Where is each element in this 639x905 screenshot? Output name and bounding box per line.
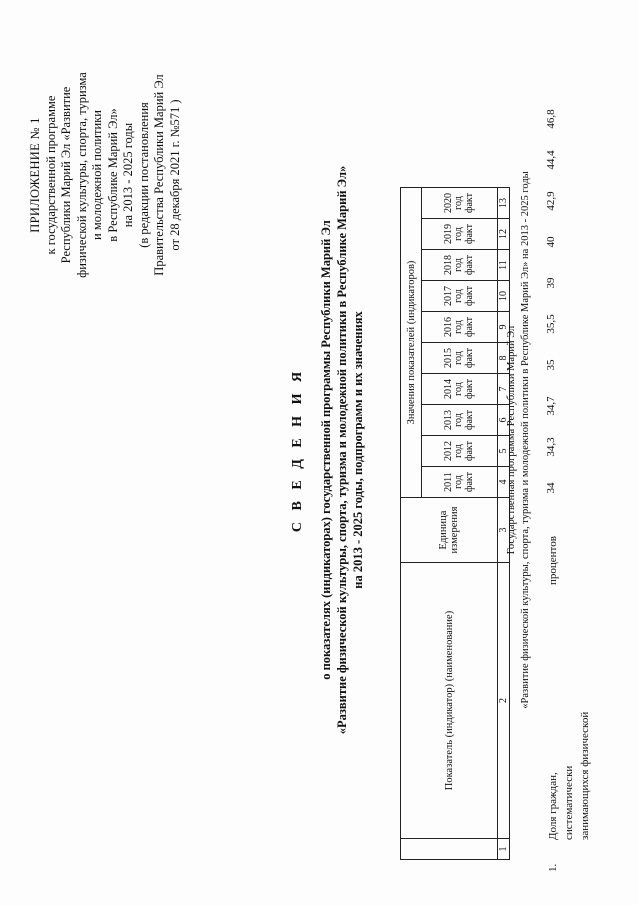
header-year: 2011 год факт (422, 467, 498, 498)
header-year: 2019 год факт (422, 219, 498, 250)
column-number: 13 (498, 188, 510, 219)
document-heading (290, 20, 366, 880)
row-name-line: систематически (563, 765, 575, 840)
row-value: 44,4 (545, 150, 557, 170)
column-number: 5 (498, 436, 510, 467)
row-value: 42,9 (545, 191, 557, 211)
appendix-line: на 2013 - 2025 годы (121, 122, 135, 228)
rotated-landscape-content (20, 20, 620, 880)
header-indicator: Показатель (индикатор) (наименование) (401, 563, 498, 839)
row-indicator-name (545, 610, 593, 840)
column-number: 2 (498, 563, 510, 839)
row-value: 34 (545, 482, 557, 494)
row-unit: процентов (547, 536, 559, 585)
column-number: 8 (498, 343, 510, 374)
column-number: 3 (498, 498, 510, 563)
heading-title: С В Е Д Е Н И Я (290, 367, 305, 533)
appendix-line: в Республике Марий Эл» (105, 108, 120, 242)
row-value: 40 (545, 236, 557, 248)
appendix-line: физической культуры, спорта, туризма (74, 72, 89, 278)
header-year: 2020 год факт (422, 188, 498, 219)
column-number: 4 (498, 467, 510, 498)
column-number: 1 (498, 839, 510, 860)
row-name-line: Доля граждан, (547, 772, 559, 840)
column-number: 7 (498, 374, 510, 405)
appendix-line: к государственной программе (43, 95, 58, 255)
header-year: 2017 год факт (422, 281, 498, 312)
row-value: 35 (545, 359, 557, 371)
column-number: 10 (498, 281, 510, 312)
row-value: 34,7 (545, 396, 557, 416)
appendix-line: ПРИЛОЖЕНИЕ № 1 (28, 117, 42, 233)
header-empty-cell (401, 839, 498, 860)
row-value: 34,3 (545, 437, 557, 457)
appendix-line: (в редакции постановления (136, 102, 151, 248)
header-values-group: Значения показателей (индикаторов) (401, 188, 422, 498)
header-year: 2013 год факт (422, 405, 498, 436)
row-name-line: занимающихся физической (579, 711, 591, 840)
heading-line: «Развитие физической культуры, спорта, туризма и молодежной политики в Республике Марий Эл» (335, 165, 349, 735)
header-year: 2015 год факт (422, 343, 498, 374)
indicators-table (400, 187, 510, 860)
section-program-title: «Развитие физической культуры, спорта, туризма и молодежной политики в Республике Марий Эл» на 2013 - 2025 годы (520, 171, 531, 709)
heading-line: о показателях (индикаторах) государственной программы Республики Марий Эл (319, 220, 333, 680)
row-value: 35,5 (545, 314, 557, 334)
header-year: 2016 год факт (422, 312, 498, 343)
row-value: 39 (545, 277, 557, 289)
row-number: 1. (547, 863, 559, 872)
header-year: 2018 год факт (422, 250, 498, 281)
column-number: 12 (498, 219, 510, 250)
appendix-line: Правительства Республики Марий Эл (152, 74, 166, 276)
appendix-block (28, 30, 183, 320)
appendix-line: от 28 декабря 2021 г. №571 ) (167, 99, 182, 251)
header-unit: Единица измерения (401, 498, 498, 563)
row-value: 46,8 (545, 109, 557, 129)
header-year: 2012 год факт (422, 436, 498, 467)
header-year: 2014 год факт (422, 374, 498, 405)
column-number: 11 (498, 250, 510, 281)
heading-line: на 2013 - 2025 годы, подпрограмм и их значениях (351, 311, 365, 589)
section-program: Государственная программа Республики Марий Эл (506, 325, 517, 555)
appendix-line: Республики Марий Эл «Развитие (59, 86, 73, 264)
column-number: 6 (498, 405, 510, 436)
appendix-line: и молодежной политики (90, 110, 104, 240)
column-number: 9 (498, 312, 510, 343)
